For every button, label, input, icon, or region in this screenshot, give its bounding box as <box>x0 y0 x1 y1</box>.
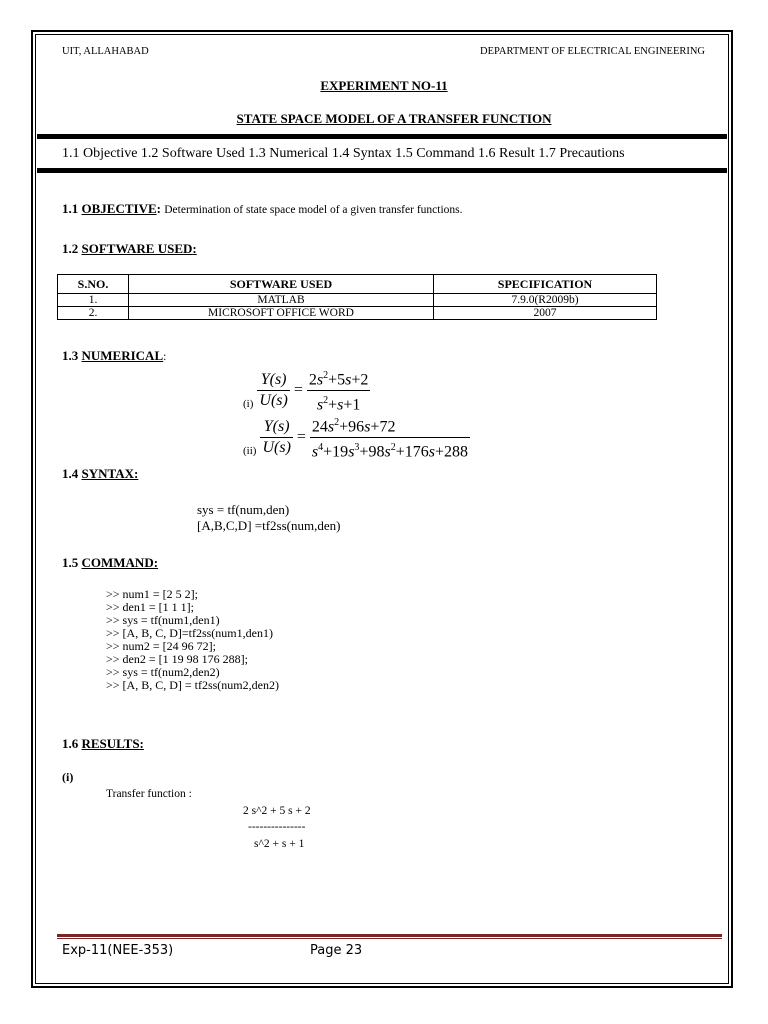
table-row <box>58 307 657 320</box>
table-of-contents: 1.1 Objective 1.2 Software Used 1.3 Numerical 1.4 Syntax 1.5 Command 1.6 Result 1.7 Precautions <box>62 146 625 161</box>
lhs-numerator: Y(s) <box>260 371 287 389</box>
command-line: >> num2 = [24 96 72]; <box>106 639 216 653</box>
header-department: DEPARTMENT OF ELECTRICAL ENGINEERING <box>480 46 706 57</box>
equation-1: $_{(i)}$ $\frac{Y(s)}{U(s)}$ = $\frac{2s^2+5s+2}{s^2+s+1}$ <box>243 366 370 416</box>
equation-lhs <box>257 370 289 411</box>
equation-2: $_{(ii)}$ $\frac{Y(s)}{U(s)}$ = $\frac{24s^2+96s+72}{s^4+19s^3+98s^2+176s+288}$ <box>243 413 470 463</box>
divider-top <box>37 134 727 139</box>
section-number: 1.5 <box>62 555 79 570</box>
objective-text: Determination of state space model of a given transfer functions. <box>164 204 463 216</box>
transfer-function-label: Transfer function : <box>106 788 192 800</box>
rhs-denominator: $s^2+s+1$ <box>316 395 361 414</box>
section-title: SOFTWARE USED <box>81 241 193 256</box>
section-numerical: 1.3 NUMERICAL: <box>62 348 167 363</box>
command-line: >> den1 = [1 1 1]; <box>106 600 194 614</box>
tf-numerator: 2 s^2 + 5 s + 2 <box>243 805 311 817</box>
experiment-subtitle: STATE SPACE MODEL OF A TRANSFER FUNCTION <box>236 111 552 126</box>
syntax-line: sys = tf(num,den) <box>197 502 290 517</box>
section-number: 1.1 <box>62 201 79 216</box>
column-header: SPECIFICATION <box>434 275 657 294</box>
section-syntax <box>62 466 138 482</box>
page-border-inner <box>35 34 729 984</box>
results-part-label: (i) <box>62 770 74 784</box>
section-title: SYNTAX: <box>81 466 139 481</box>
table-cell: 1. <box>58 294 129 307</box>
column-header: S.NO. <box>58 275 129 294</box>
tf-denominator: s^2 + s + 1 <box>254 838 305 850</box>
table-header-row <box>58 275 657 294</box>
column-header: SOFTWARE USED <box>129 275 434 294</box>
command-line: >> sys = tf(num2,den2) <box>106 665 220 679</box>
section-title: OBJECTIVE <box>81 201 157 216</box>
command-line: >> [A, B, C, D] = tf2ss(num2,den2) <box>106 678 279 692</box>
lhs-numerator: Y(s) <box>263 418 290 436</box>
section-software: 1.2 SOFTWARE USED: <box>62 241 197 256</box>
section-title: COMMAND: <box>81 555 159 570</box>
section-title: NUMERICAL <box>81 348 164 363</box>
rhs-denominator: $s^4+19s^3+98s^2+176s+288$ <box>311 442 468 461</box>
section-number: 1.2 <box>62 241 79 256</box>
table-cell: 2. <box>58 307 129 320</box>
section-command <box>62 555 158 571</box>
rhs-numerator: $2s^2+5s+2$ <box>307 366 371 391</box>
syntax-line: [A,B,C,D] =tf2ss(num,den) <box>197 518 341 533</box>
tf-fraction-bar: --------------- <box>248 821 306 833</box>
equation-lhs <box>260 417 292 458</box>
command-line: >> sys = tf(num1,den1) <box>106 613 220 627</box>
table-cell: MATLAB <box>129 294 434 307</box>
section-number: 1.3 <box>62 348 79 363</box>
software-table <box>57 274 657 320</box>
experiment-title: EXPERIMENT NO-11 <box>320 78 448 93</box>
table-cell: 7.9.0(R2009b) <box>434 294 657 307</box>
command-line: >> [A, B, C, D]=tf2ss(num1,den1) <box>106 626 273 640</box>
section-results <box>62 736 144 752</box>
command-line: >> num1 = [2 5 2]; <box>106 587 198 601</box>
lhs-denominator: U(s) <box>259 392 288 410</box>
table-row <box>58 294 657 307</box>
footer-rule-thin <box>57 938 722 939</box>
equation-rhs <box>310 413 470 463</box>
footer-page-number: Page 23 <box>310 943 363 958</box>
divider-bottom <box>37 168 727 173</box>
section-title: RESULTS: <box>81 736 144 751</box>
table-cell: 2007 <box>434 307 657 320</box>
section-objective: 1.1 OBJECTIVE: Determination of state space model of a given transfer functions. <box>62 201 463 216</box>
equation-label: (ii) <box>243 444 257 457</box>
rhs-numerator: $24s^2+96s+72$ <box>310 413 470 438</box>
header-institute: UIT, ALLAHABAD <box>62 46 149 57</box>
table-cell: MICROSOFT OFFICE WORD <box>129 307 434 320</box>
footer-rule <box>57 934 722 937</box>
command-line: >> den2 = [1 19 98 176 288]; <box>106 652 248 666</box>
section-number: 1.6 <box>62 736 79 751</box>
footer-course-code: Exp-11(NEE-353) <box>62 943 174 958</box>
section-number: 1.4 <box>62 466 79 481</box>
equation-rhs <box>307 366 371 416</box>
lhs-denominator: U(s) <box>262 439 291 457</box>
equation-label: (i) <box>243 397 254 410</box>
